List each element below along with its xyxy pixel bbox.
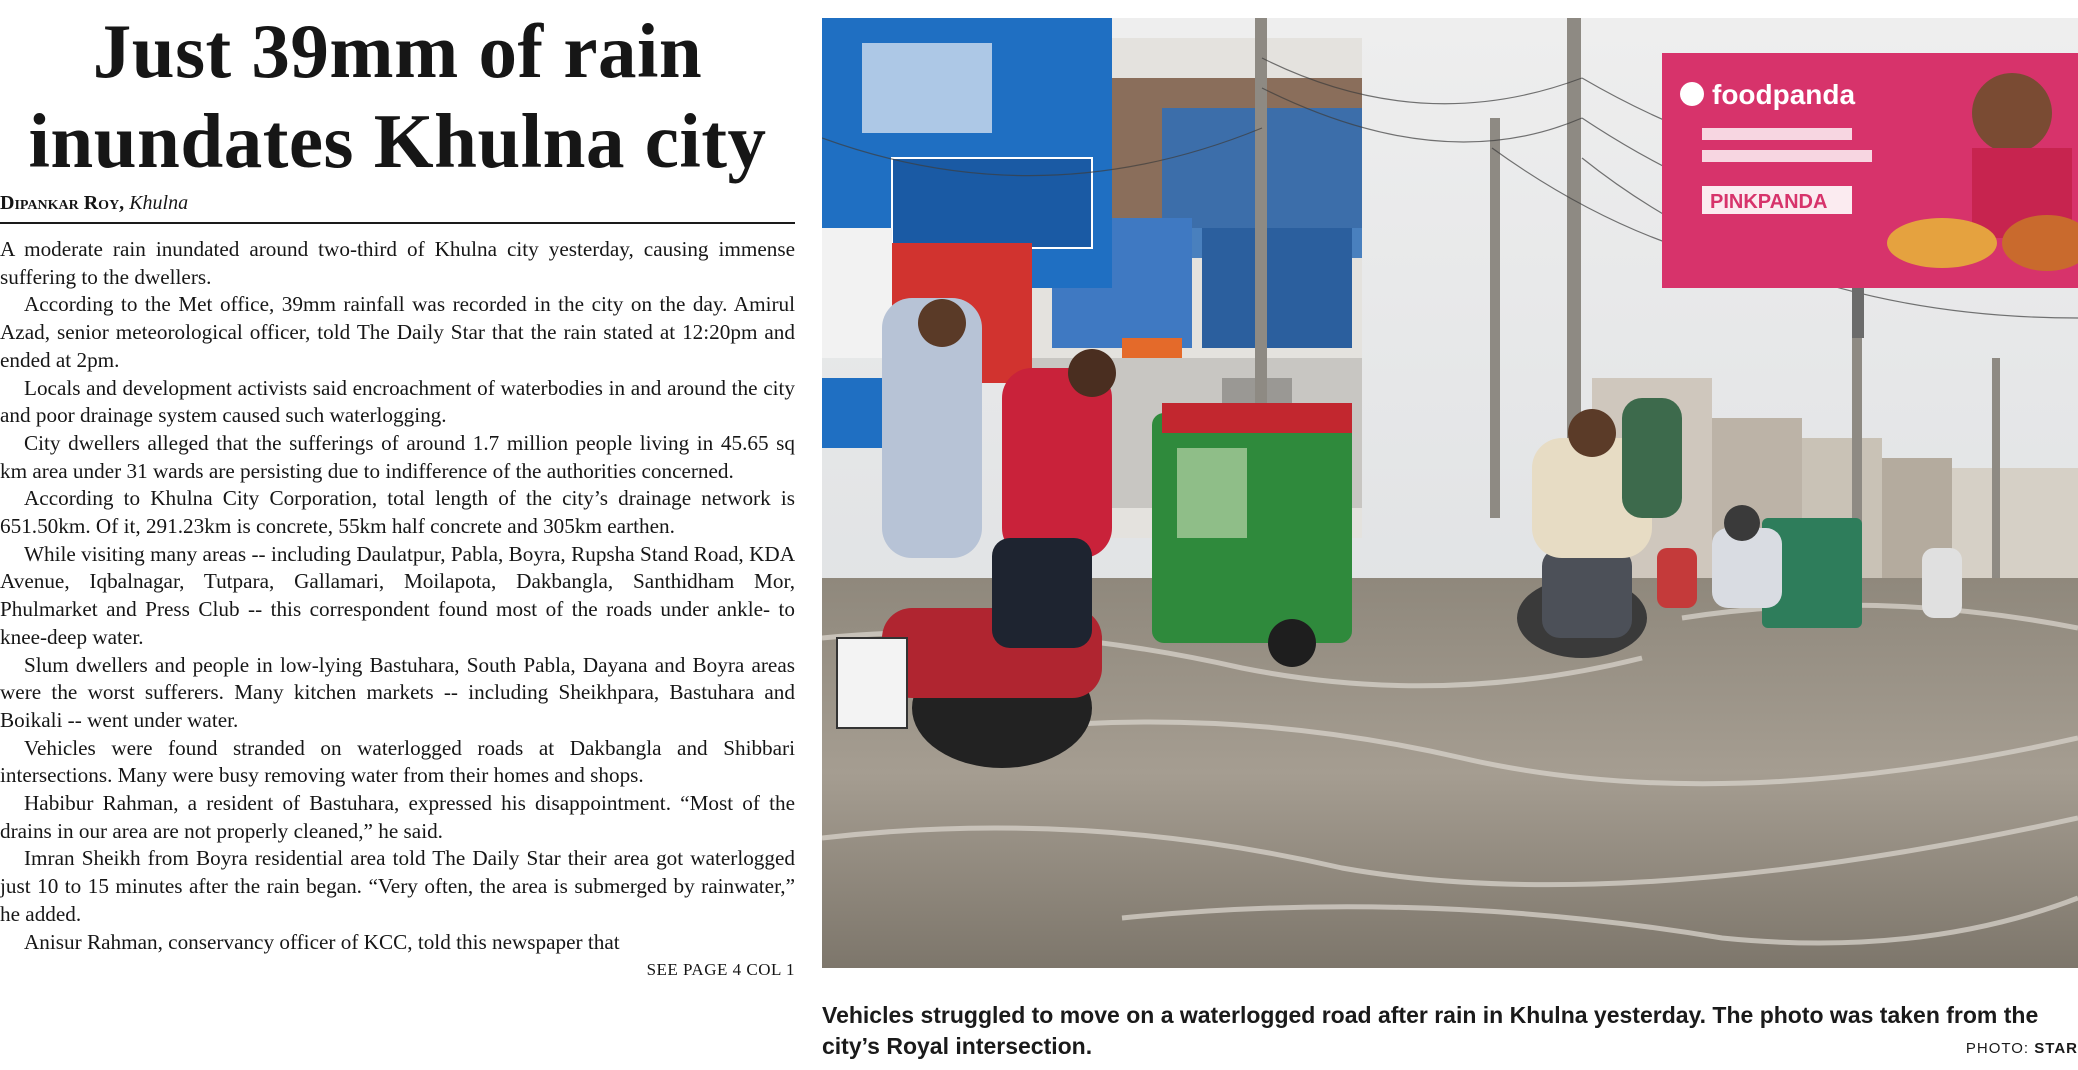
paragraph: While visiting many areas -- including Daulatpur, Pabla, Boyra, Rupsha Stand Road, KDA Avenue, Iqbalnagar, Tutpara, Gallamari, Moilapota, Dakbangla, Santhidham Mor, Phulmarket and Press Club -- this correspondent found most of the roads under ankle- to knee-deep water. — [0, 541, 795, 649]
billboard-brand: foodpanda — [1712, 79, 1856, 110]
billboard-promo: PINKPANDA — [1710, 191, 1828, 213]
photo-caption: Vehicles struggled to move on a waterlogged road after rain in Khulna yesterday. The photo was taken from the city’s Royal intersection. — [822, 1002, 2039, 1059]
photo-credit — [1966, 1040, 2078, 1057]
paragraph: City dwellers alleged that the sufferings of around 1.7 million people living in 45.65 sq km area under 31 wards are persisting due to indifference of the authorities concerned. — [0, 430, 795, 483]
byline-place: Khulna — [129, 192, 189, 214]
paragraph: Vehicles were found stranded on waterlogged roads at Dakbangla and Shibbari intersections. Many were busy removing water from their homes and shops. — [0, 735, 795, 788]
headline-line-2: inundates Khulna city — [28, 98, 767, 184]
paragraph: Anisur Rahman, conservancy officer of KCC, told this newspaper that — [24, 929, 620, 954]
paragraph: A moderate rain inundated around two-third of Khulna city yesterday, causing immense suffering to the dwellers. — [0, 237, 795, 289]
paragraph: Slum dwellers and people in low-lying Bastuhara, South Pabla, Dayana and Boyra areas were the worst sufferers. Many kitchen markets -- including Sheikhpara, Bastuhara and Boikali -- went under water. — [0, 652, 795, 732]
jump-line: SEE PAGE 4 COL 1 — [646, 960, 795, 980]
headline-line-1: Just 39mm of rain — [92, 8, 703, 94]
byline — [0, 192, 795, 214]
headline — [0, 0, 795, 186]
news-photo — [822, 18, 2078, 968]
paragraph: According to Khulna City Corporation, total length of the city’s drainage network is 651.50km. Of it, 291.23km is concrete, 55km half concrete and 305km earthen. — [0, 486, 795, 539]
photo-credit-prefix: PHOTO: — [1965, 1040, 2030, 1057]
article-body — [0, 236, 795, 956]
paragraph: Imran Sheikh from Boyra residential area told The Daily Star their area got waterlogged just 10 to 15 minutes after the rain began. “Very often, the area is submerged by rainwater,” he added. — [0, 846, 795, 926]
flooded-street-photo — [822, 18, 2078, 968]
photo-credit-source: STAR — [2034, 1040, 2078, 1057]
cng-auto-rickshaw — [1152, 403, 1352, 667]
paragraph: According to the Met office, 39mm rainfall was recorded in the city on the day. Amirul Azad, senior meteorological officer, told The Daily Star that the rain stated at 12:20pm and ended at 2pm. — [0, 292, 795, 372]
paragraph: Locals and development activists said encroachment of waterbodies in and around the city and poor drainage system caused such waterlogging. — [0, 375, 795, 428]
article-column — [0, 0, 795, 1070]
byline-author: Dipankar Roy, — [0, 192, 125, 214]
paragraph: Habibur Rahman, a resident of Bastuhara, expressed his disappointment. “Most of the drains in our area are not properly cleaned,” he said. — [0, 791, 795, 843]
byline-rule — [0, 222, 795, 224]
